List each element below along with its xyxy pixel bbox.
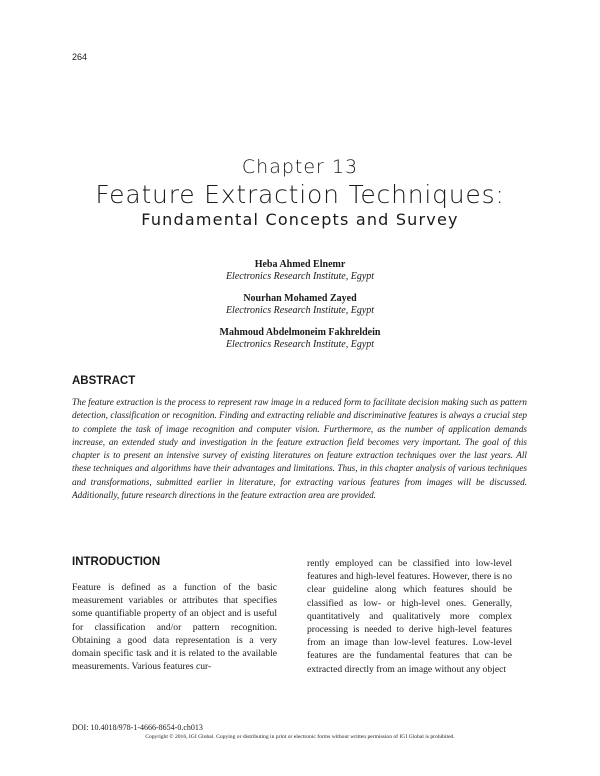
- author-name: Heba Ahmed Elnemr: [254, 259, 346, 270]
- introduction-left-column: Feature is defined as a function of the basic measurement variables or attributes that specifies some quantifiable property of an object and is useful for classification and/or pattern recognition. Obtaining a good data representation is a very domain specific task and it is related to the available measurements. Various features cur-: [72, 582, 277, 673]
- author-name: Nourhan Mohamed Zayed: [243, 293, 357, 304]
- author-block: [0, 327, 600, 351]
- author-affiliation: Electronics Research Institute, Egypt: [225, 305, 375, 316]
- author-name: Mahmoud Abdelmoneim Fakhreldein: [219, 327, 381, 338]
- introduction-right-column: rently employed can be classified into low-level features and high-level features. However, there is no clear guideline along which features should be classified as low- or high-level ones. Generally, quantitatively and qualitatively more complex processing is needed to derive high-level features from an image than low-level features. Low-level features are the fundamental features that can be extracted directly from an image without any object: [307, 558, 512, 675]
- abstract-text: The feature extraction is the process to represent raw image in a reduced form to facilitate decision making such as pattern detection, classification or recognition. Finding and extracting reliable and discriminative features is always a crucial step to complete the task of image recognition and computer vision. Furthermore, as the number of application demands increase, an extended study and investigation in the feature extraction field becomes very important. The goal of this chapter is to present an intensive survey of existing literatures on feature extraction techniques over the last years. All these techniques and algorithms have their advantages and limitations. Thus, in this chapter analysis of various techniques and transformations, submitted earlier in literature, for extracting various features from images will be discussed. Additionally, future research directions in the feature extraction area are provided.: [72, 397, 527, 501]
- doi: DOI: 10.4018/978-1-4666-8654-0.ch013: [72, 723, 203, 732]
- chapter-label: Chapter 13: [241, 156, 359, 178]
- chapter-subtitle: Fundamental Concepts and Survey: [141, 210, 459, 229]
- author-block: [0, 293, 600, 317]
- introduction-heading: INTRODUCTION: [72, 556, 161, 568]
- chapter-title: Feature Extraction Techniques:: [95, 180, 505, 209]
- copyright-notice: Copyright © 2016, IGI Global. Copying or distributing in print or electronic forms without written permission of IGI Global is prohibited.: [145, 734, 455, 740]
- abstract-heading: ABSTRACT: [72, 375, 136, 387]
- author-block: [0, 259, 600, 283]
- author-affiliation: Electronics Research Institute, Egypt: [225, 339, 375, 350]
- page-number: 264: [72, 52, 88, 62]
- author-affiliation: Electronics Research Institute, Egypt: [225, 271, 375, 282]
